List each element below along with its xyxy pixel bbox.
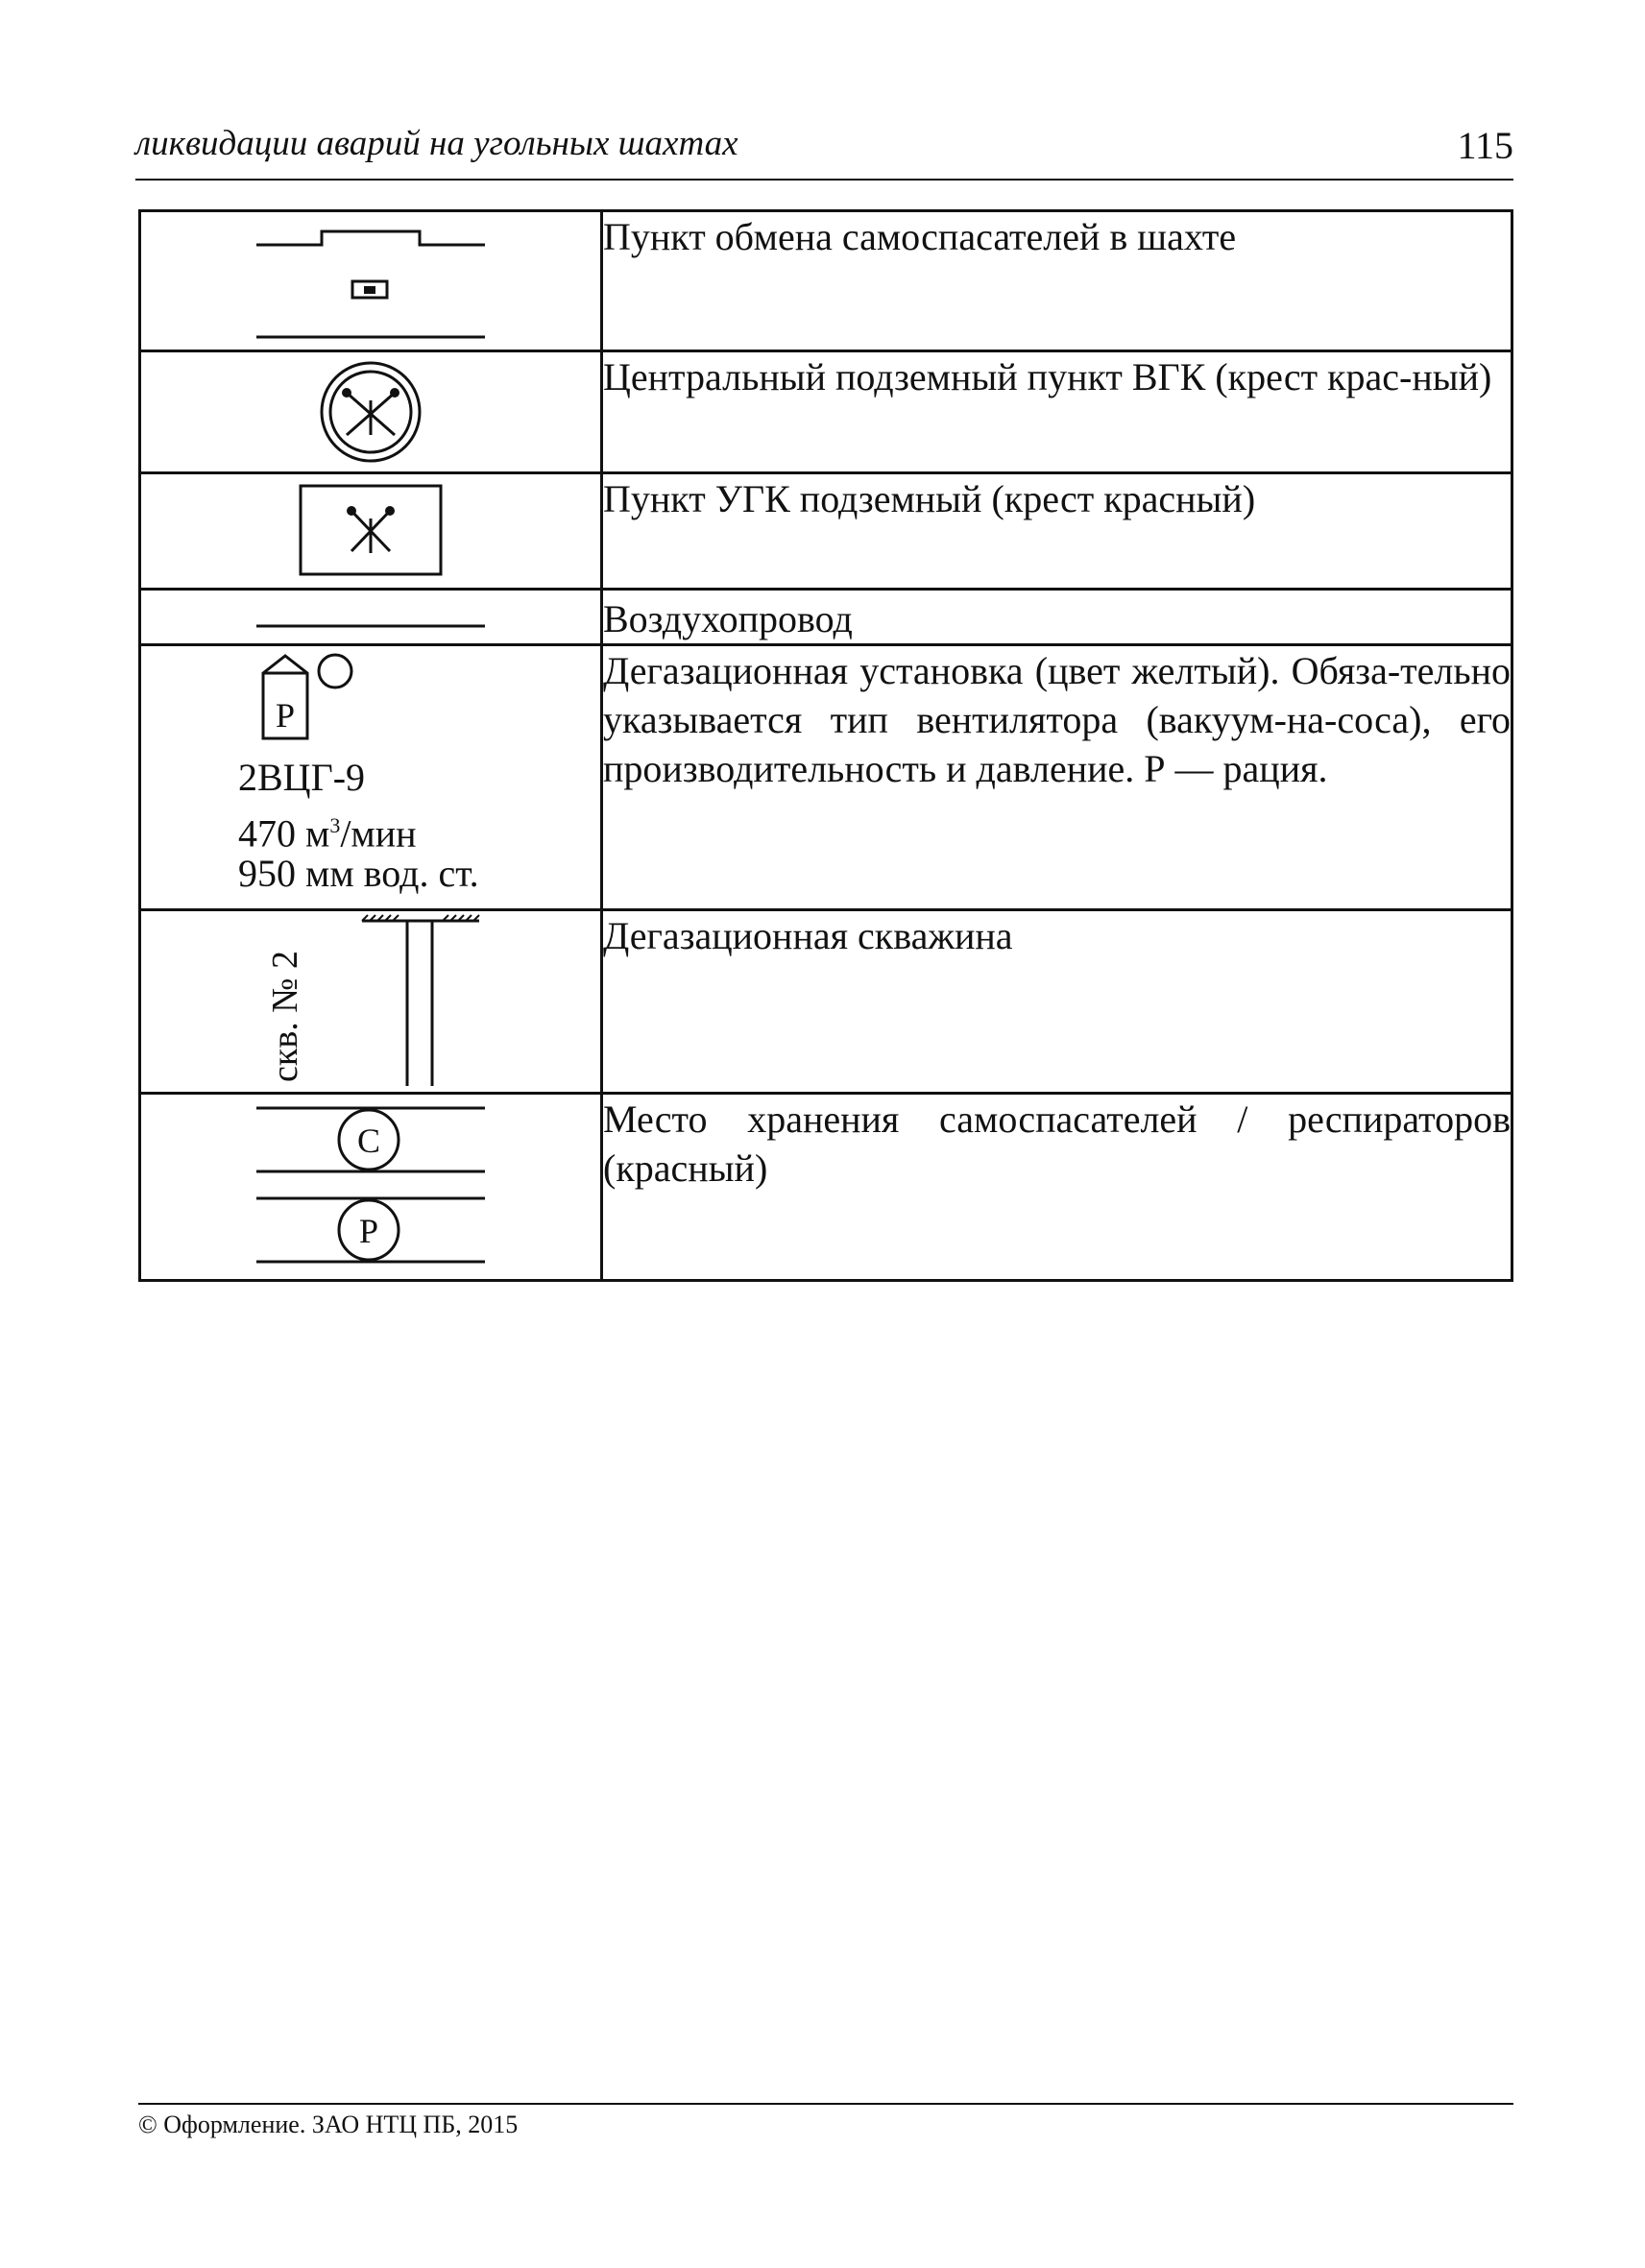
symbol-cell [140,1094,602,1281]
header-rule [135,179,1513,181]
page-number: 115 [1457,124,1513,167]
row-description: Пункт УГК подземный (крест красный) [602,473,1512,590]
table-row [140,211,1512,351]
capacity-value: 470 м [238,811,330,856]
degassing-borehole-icon [141,911,600,1090]
table-row [140,590,1512,645]
pressure-caption: 950 мм вод. ст. [238,852,479,895]
self-rescuer-storage-icon [141,1095,600,1277]
row-description: Пункт обмена самоспасателей в шахте [602,211,1512,351]
underground-ugk-point-icon [141,474,600,588]
symbol-cell [140,211,602,351]
footer-copyright: © Оформление. ЗАО НТЦ ПБ, 2015 [138,2111,519,2138]
capacity-superscript: 3 [329,813,341,837]
self-rescuer-letter: С [356,1122,381,1160]
degassing-station-icon [141,646,600,752]
radio-letter: Р [275,696,296,735]
symbol-cell [140,645,602,910]
table-row [140,351,1512,473]
self-rescuer-exchange-point-icon [141,212,600,347]
capacity-unit: /мин [340,811,417,856]
central-rescue-point-icon [141,352,600,471]
borehole-label: скв. № 2 [265,950,305,1082]
footer-rule [138,2103,1513,2105]
symbol-cell [140,351,602,473]
fan-type-caption: 2ВЦГ-9 [238,756,366,799]
respirator-letter: Р [358,1212,379,1250]
symbol-cell [140,590,602,645]
air-pipeline-icon [141,591,600,642]
row-description: Воздухопровод [602,590,1512,645]
symbol-cell [140,910,602,1094]
row-description: Дегазационная скважина [602,910,1512,1094]
table-row [140,1094,1512,1281]
row-description: Место хранения самоспасателей / респираторов (красный) [602,1094,1512,1281]
row-description: Центральный подземный пункт ВГК (крест крас-ный) [602,351,1512,473]
running-header-title: ликвидации аварий на угольных шахтах [135,124,738,163]
table-row [140,645,1512,910]
legend-table [138,209,1513,1282]
table-row [140,910,1512,1094]
symbol-cell [140,473,602,590]
table-row [140,473,1512,590]
row-description: Дегазационная установка (цвет желтый). Обяза-тельно указывается тип вентилятора (вакуум-на-соса), его производительность и давление. Р — рация. [602,645,1512,910]
